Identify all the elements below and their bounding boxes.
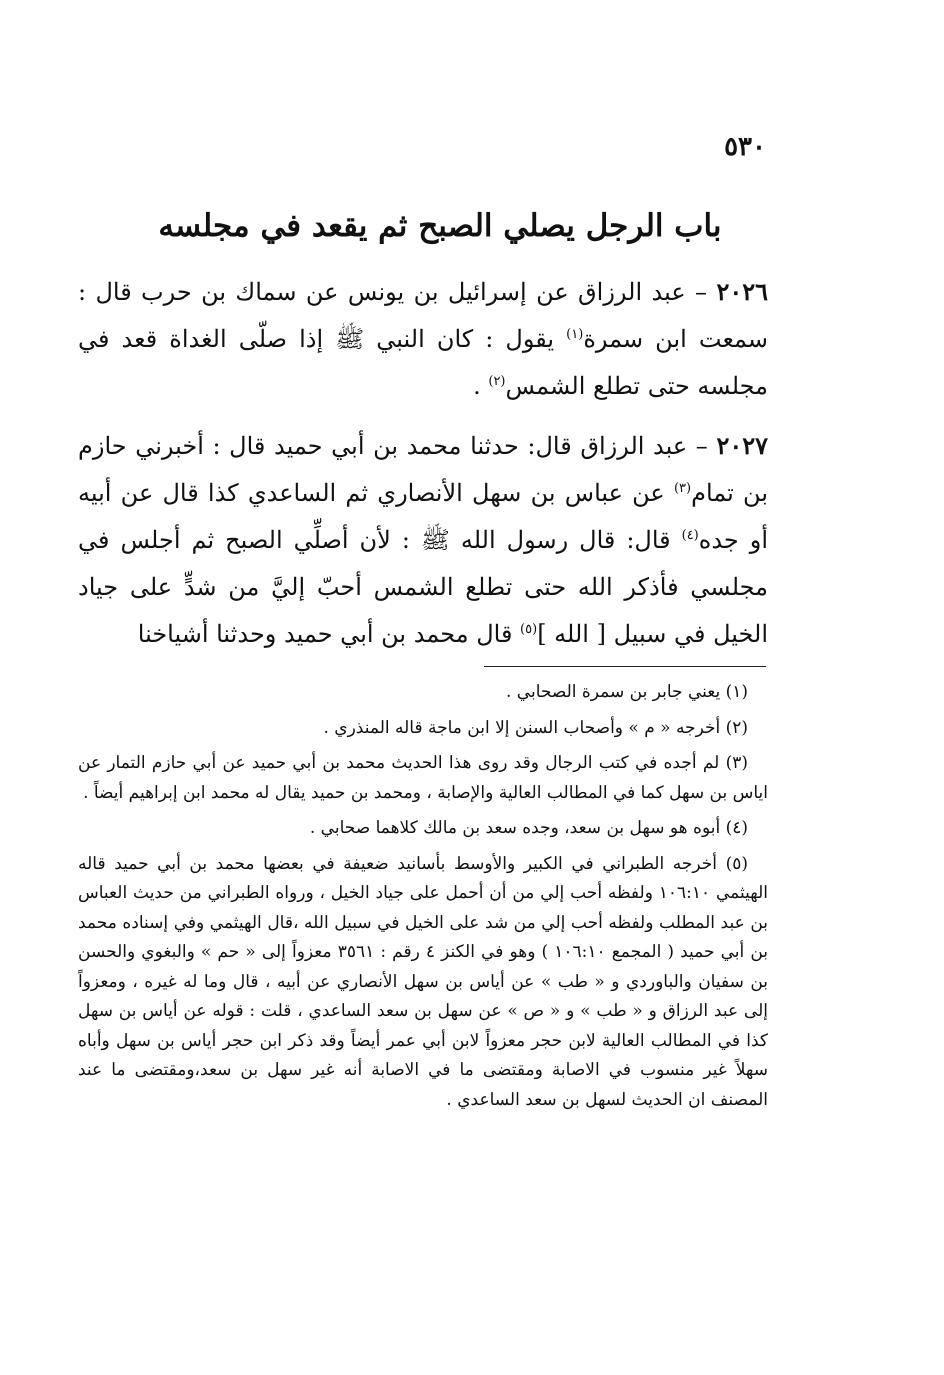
footnote-divider — [484, 666, 766, 667]
footnote-ref: (٤) — [681, 528, 699, 543]
footnote-ref: (١) — [566, 327, 584, 342]
footnote-ref: (٢) — [488, 374, 506, 389]
footnote-4 — [78, 814, 768, 844]
chapter-title: باب الرجل يصلي الصبح ثم يقعد في مجلسه — [158, 208, 722, 244]
footnote-text: (٤) أبوه هو سهل بن سعد، وجده سعد بن مالك كلاهما صحابي . — [309, 818, 748, 838]
hadith-2027 — [78, 422, 768, 658]
hadith-text: يقول : كان النبي ﷺ إذا صلّى الغداة قعد في مجلسه حتى تطلع الشمس — [78, 325, 768, 400]
footnotes — [78, 678, 768, 1121]
footnote-2 — [78, 714, 768, 744]
footnote-text: (٣) لم أجده في كتب الرجال وقد روى هذا الحديث محمد بن أبي حميد عن أبي حازم — [151, 753, 749, 773]
hadith-text: قال محمد بن أبي حميد وحدثنا أشياخنا — [137, 620, 521, 648]
footnote-1 — [78, 678, 768, 708]
hadith-text: قال: قال رسول الله ﷺ : لأن أصلِّي الصبح ثم أجلس في مجلسي فأذكر الله حتى تطلع الشمس أحبّ إليَّ من شدٍّ على جياد الخيل في سبيل [ الله ] — [78, 526, 768, 648]
footnote-text-cont: قاله الهيثمي ١٠٦:١٠ ولفظه أحب إلي من أن أحمل على جياد الخيل ، ورواه الطبراني من حديث العباس بن عبد المطلب ولفظه أحب إلي من شد على الخيل في سبيل الله ،قال الهيثمي وفي إسناده محمد بن أبي حميد ( المجمع ١٠٦:١٠ ) وهو في الكنز ٤ رقم : ٣٥٦١ معزواً إلى « حم » والبغوي والحسن بن سفيان والباوردي و « طب » عن أياس بن سهل الأنصاري عن أبيه ، قال وما له غيره ، ومعزواً إلى عبد الرزاق و « طب » و « ص » عن سهل بن سعد الساعدي ، قلت : قوله عن أياس بن سهل كذا في المطالب العالية لابن حجر معزواً لابن أبي عمر أيضاً وقد ذكر ابن حجر أياس بن سهل وأباه سهلاً غير منسوب في الاصابة ومقتضى ما في الاصابة أنه غير سهل بن سعد،ومقتضى ما عند المصنف ان الحديث لسهل بن سعد الساعدي . — [78, 853, 769, 1110]
hadith-text: . — [473, 372, 489, 400]
hadith-2026 — [78, 268, 768, 410]
footnote-text-cont: التمار عن اياس بن سهل كما في المطالب العالية والإصابة ، ومحمد بن حميد يقال له محمد ابن إبراهيم أيضاً . — [78, 753, 768, 803]
hadith-number: ٢٠٢٦ — [716, 277, 768, 306]
footnote-ref: (٣) — [673, 481, 692, 496]
footnote-text: (٢) أخرجه « م » وأصحاب السنن إلا ابن ماجة قاله المنذري . — [323, 717, 748, 738]
hadith-text: عن عباس بن سهل الأنصاري ثم الساعدي كذا قال عن أبيه أو جده — [78, 479, 768, 554]
hadith-number: ٢٠٢٧ — [716, 431, 768, 460]
main-text — [78, 268, 768, 670]
hadith-text: – عبد الرزاق عن إسرائيل بن يونس عن سماك بن حرب قال : سمعت ابن سمرة — [78, 278, 769, 353]
footnote-ref: (٥) — [520, 622, 538, 637]
hadith-text: – عبد الرزاق قال: حدثنا محمد بن أبي حميد قال : أخبرني حازم بن تمام — [78, 432, 768, 507]
footnote-text: (٥) أخرجه الطبراني في الكبير والأوسط بأسانيد ضعيفة في بعضها محمد بن أبي حميد — [114, 853, 748, 874]
footnote-5 — [78, 850, 768, 1116]
footnote-text: (١) يعني جابر بن سمرة الصحابي . — [505, 682, 748, 702]
page-number: ٥٣٠ — [724, 132, 766, 162]
footnote-3 — [78, 749, 768, 808]
